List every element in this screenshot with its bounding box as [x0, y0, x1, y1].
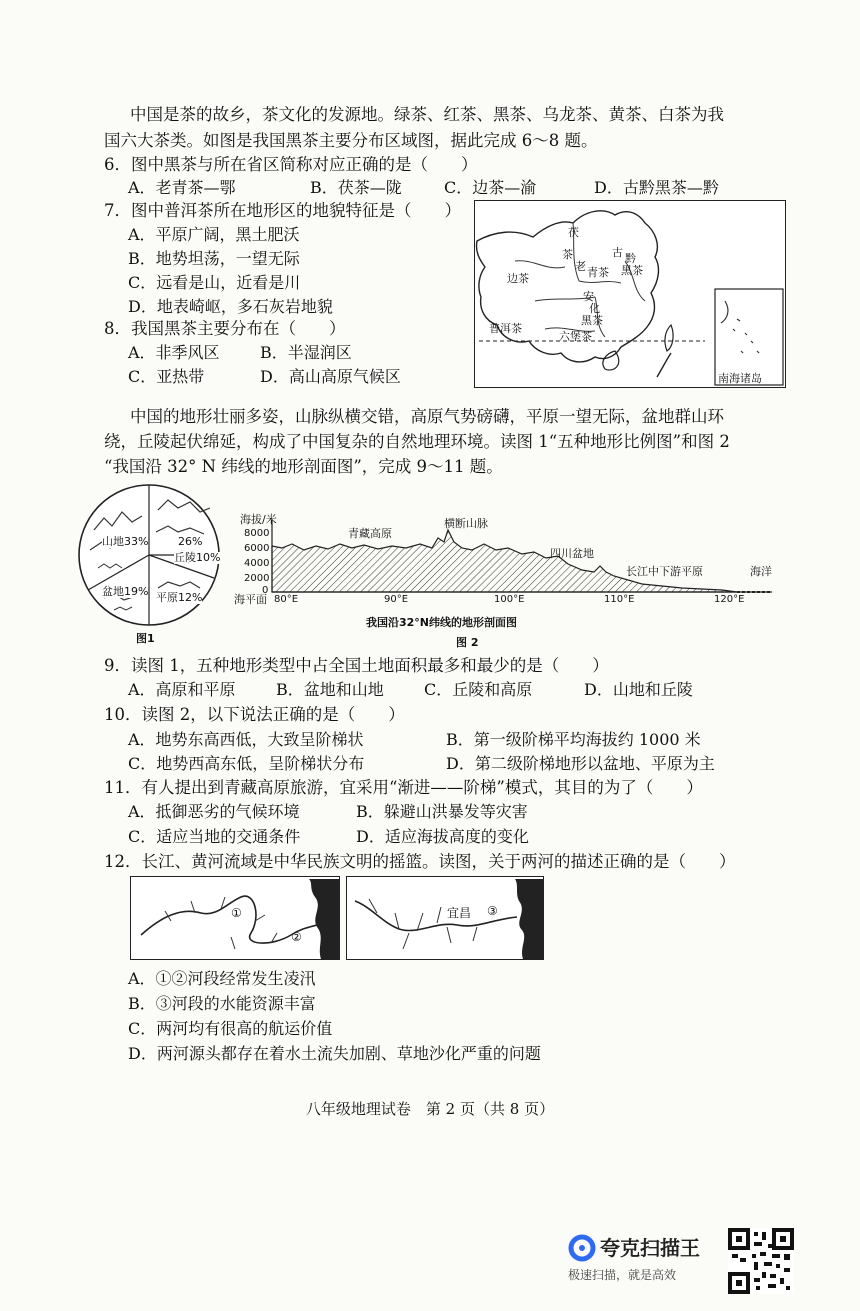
- profile-ytick-6000: 6000: [244, 543, 270, 554]
- tea-map-label-an: 安: [583, 290, 594, 303]
- intro-paragraph-2-line-1: 中国的地形壮丽多姿，山脉纵横交错，高原气势磅礴，平原一望无际，盆地群山环: [130, 407, 724, 426]
- question-9-option-d: D．山地和丘陵: [584, 680, 693, 699]
- question-6-stem: 6．图中黑茶与所在省区简称对应正确的是（ ）: [104, 155, 478, 174]
- yangtze-marker-3: ③: [487, 904, 498, 918]
- tea-map-label-lao: 老: [575, 260, 586, 273]
- tea-map-label-liubao: 六堡茶: [559, 330, 592, 343]
- question-8-option-d: D．高山高原气候区: [260, 367, 401, 386]
- question-6-option-a: A．老青茶—鄂: [128, 178, 236, 197]
- yangtze-river-map: [346, 876, 544, 960]
- question-10-option-a: A．地势东高西低，大致呈阶梯状: [128, 730, 364, 749]
- profile-ytick-0: 0: [262, 585, 269, 596]
- profile-xtick-80e: 80°E: [274, 594, 299, 605]
- pie-label-plain: 平原12%: [156, 591, 203, 604]
- scanner-brand-name: 夸克扫描王: [600, 1236, 700, 1260]
- question-11-stem: 11．有人提出到青藏高原旅游，宜采用“渐进——阶梯”模式，其目的为了（ ）: [104, 778, 703, 797]
- question-7-option-a: A．平原广阔，黑土肥沃: [128, 225, 300, 244]
- figure-1-caption: 图1: [136, 632, 155, 645]
- terrain-profile-drawing: [232, 508, 792, 608]
- question-10-option-d: D．第二级阶梯地形以盆地、平原为主: [446, 754, 715, 773]
- question-7-option-c: C．远看是山，近看是川: [128, 273, 301, 292]
- yangtze-label-yichang: 宜昌: [447, 906, 472, 920]
- tea-map-label-heicha-2: 黑茶: [581, 314, 603, 327]
- question-11-option-a: A．抵御恶劣的气候环境: [128, 802, 300, 821]
- tea-map-label-puer: 普洱茶: [489, 322, 522, 335]
- question-12-option-a: A．①②河段经常发生凌汛: [128, 969, 316, 988]
- tea-map-label-hua: 化: [589, 302, 600, 315]
- tea-map-label-heicha-1: 黑茶: [621, 264, 643, 277]
- question-9-option-a: A．高原和平原: [128, 680, 236, 699]
- intro-paragraph-1-line-1: 中国是茶的故乡，茶文化的发源地。绿茶、红茶、黑茶、乌龙茶、黄茶、白茶为我: [130, 105, 724, 124]
- scanner-brand-slogan: 极速扫描，就是高效: [568, 1268, 677, 1282]
- qr-code-icon: [728, 1228, 794, 1294]
- page-footer: 八年级地理试卷 第 2 页（共 8 页）: [305, 1100, 555, 1118]
- tea-map-label-gu: 古: [612, 246, 623, 259]
- tea-map-label-bian: 边茶: [507, 272, 529, 285]
- question-11-option-c: C．适应当地的交通条件: [128, 827, 301, 846]
- question-6-option-b: B．茯茶—陇: [310, 178, 402, 197]
- profile-xtick-100e: 100°E: [494, 594, 525, 605]
- tea-map-drawing: [475, 201, 785, 387]
- profile-sea-level: 海平面: [234, 593, 267, 606]
- yangtze-river-drawing: [347, 877, 543, 959]
- question-11-option-d: D．适应海拔高度的变化: [356, 827, 529, 846]
- figure-2-caption: 图 2: [456, 636, 479, 649]
- question-12-option-b: B．③河段的水能资源丰富: [128, 994, 316, 1013]
- tea-map-label-fu: 茯: [568, 226, 579, 239]
- figure-2-terrain-profile: [232, 508, 792, 648]
- intro-paragraph-2-line-3: “我国沿 32° N 纬线的地形剖面图”，完成 9～11 题。: [104, 457, 503, 476]
- tea-map-label-qian: 黔: [625, 252, 636, 265]
- profile-feature-qinghai-tibet: 青藏高原: [348, 527, 392, 540]
- question-9-stem: 9．读图 1，五种地形类型中占全国土地面积最多和最少的是（ ）: [104, 656, 609, 675]
- profile-ytick-2000: 2000: [244, 573, 270, 584]
- question-10-option-b: B．第一级阶梯平均海拔约 1000 米: [446, 730, 701, 749]
- question-6-option-c: C．边茶—渝: [444, 178, 537, 197]
- question-6-option-d: D．古黔黑茶—黔: [594, 178, 719, 197]
- profile-ytick-4000: 4000: [244, 558, 270, 569]
- profile-feature-yangtze-plain: 长江中下游平原: [626, 565, 703, 578]
- yellow-river-marker-2: ②: [291, 930, 302, 944]
- yellow-river-map: [130, 876, 340, 960]
- intro-paragraph-1-line-2: 国六大茶类。如图是我国黑茶主要分布区域图，据此完成 6～8 题。: [104, 131, 598, 150]
- profile-title: 我国沿32°N纬线的地形剖面图: [366, 616, 518, 629]
- scanner-logo-icon: [568, 1234, 596, 1262]
- profile-ytick-8000: 8000: [244, 528, 270, 539]
- question-7-stem: 7．图中普洱茶所在地形区的地貌特征是（ ）: [104, 201, 461, 220]
- question-12-option-d: D．两河源头都存在着水土流失加剧、草地沙化严重的问题: [128, 1044, 541, 1063]
- profile-xtick-120e: 120°E: [714, 594, 745, 605]
- profile-feature-ocean: 海洋: [750, 565, 772, 578]
- question-8-option-a: A．非季风区: [128, 343, 220, 362]
- tea-map-label-cha: 茶: [562, 248, 573, 261]
- pie-label-hills: 丘陵10%: [174, 551, 221, 564]
- question-11-option-b: B．躲避山洪暴发等灾害: [356, 802, 528, 821]
- profile-xtick-90e: 90°E: [384, 594, 409, 605]
- question-8-stem: 8．我国黑茶主要分布在（ ）: [104, 319, 346, 338]
- question-10-option-c: C．地势西高东低，呈阶梯状分布: [128, 754, 365, 773]
- yellow-river-marker-1: ①: [231, 906, 242, 920]
- question-9-option-b: B．盆地和山地: [276, 680, 384, 699]
- profile-ylabel: 海拔/米: [240, 513, 277, 526]
- question-8-option-b: B．半湿润区: [260, 343, 352, 362]
- question-10-stem: 10．读图 2，以下说法正确的是（ ）: [104, 705, 405, 724]
- profile-feature-hengduan: 横断山脉: [444, 517, 488, 530]
- pie-label-plateau: 26%: [178, 535, 203, 548]
- pie-label-basin: 盆地19%: [102, 585, 149, 598]
- question-12-stem: 12．长江、黄河流域是中华民族文明的摇篮。读图，关于两河的描述正确的是（ ）: [104, 852, 736, 871]
- question-8-option-c: C．亚热带: [128, 367, 205, 386]
- tea-distribution-map: [474, 200, 786, 388]
- tea-map-label-qingcha: 青茶: [587, 266, 609, 279]
- profile-feature-sichuan-basin: 四川盆地: [550, 547, 594, 560]
- pie-label-mountain: 山地33%: [102, 535, 149, 548]
- profile-xtick-110e: 110°E: [604, 594, 635, 605]
- tea-map-inset-label: 南海诸岛: [718, 372, 762, 385]
- question-7-option-d: D．地表崎岖，多石灰岩地貌: [128, 297, 333, 316]
- intro-paragraph-2-line-2: 绕，丘陵起伏绵延，构成了中国复杂的自然地理环境。读图 1“五种地形比例图”和图 2: [104, 432, 730, 451]
- question-12-option-c: C．两河均有很高的航运价值: [128, 1019, 333, 1038]
- question-7-option-b: B．地势坦荡，一望无际: [128, 249, 300, 268]
- figure-1-terrain-pie: [74, 480, 224, 650]
- question-9-option-c: C．丘陵和高原: [424, 680, 533, 699]
